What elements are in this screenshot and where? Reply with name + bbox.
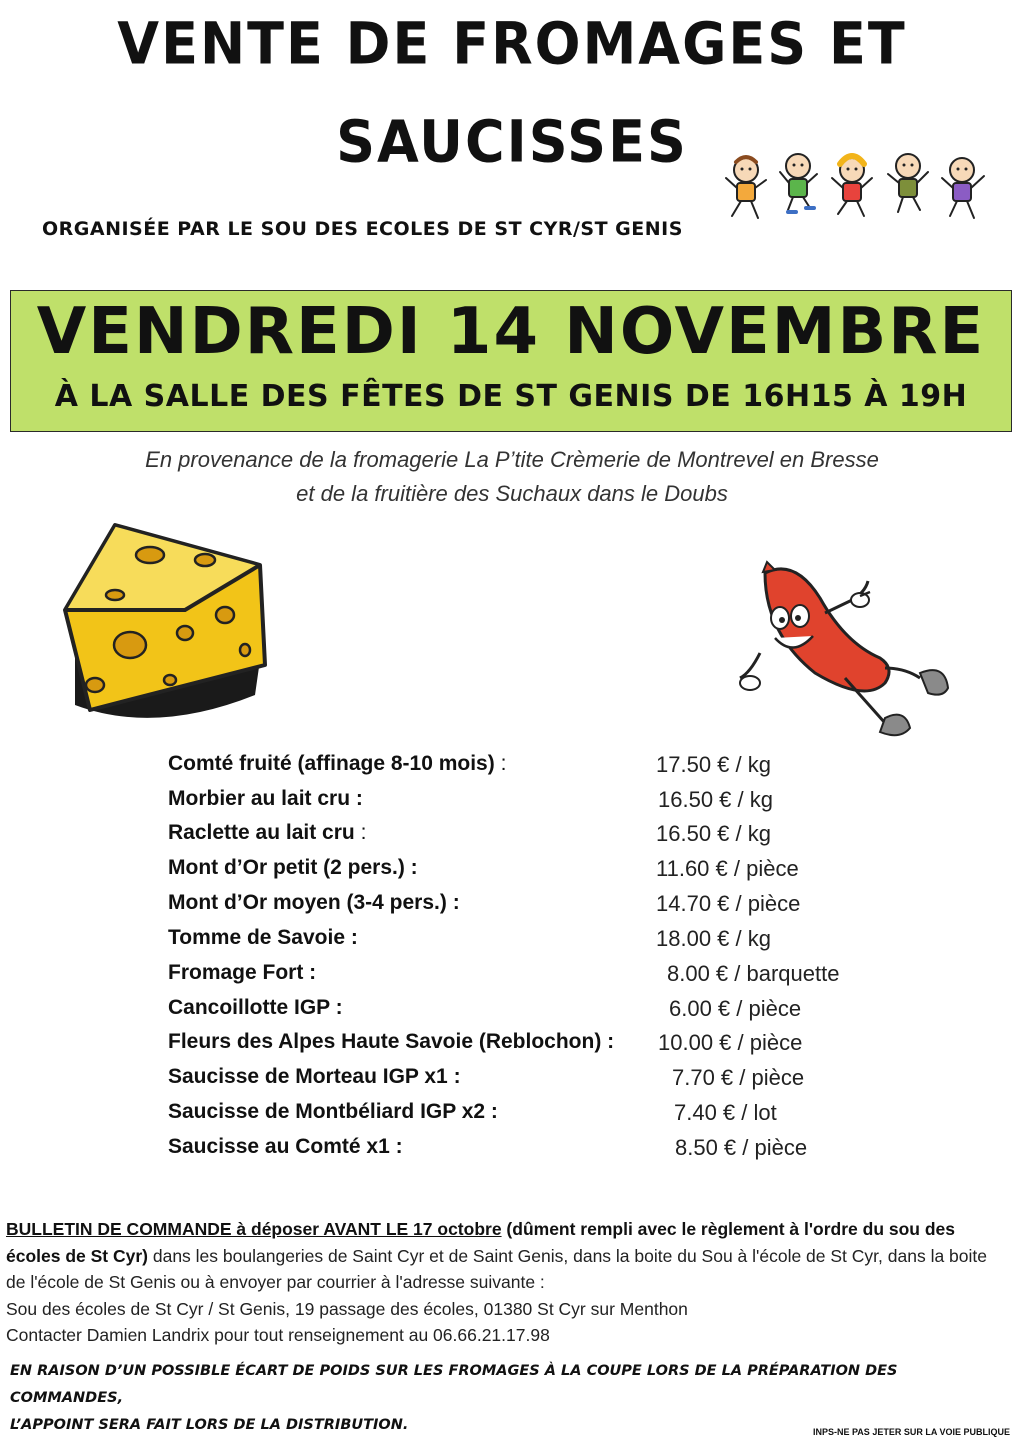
product-price: 16.50 € / kg: [656, 821, 771, 846]
order-payment-note: (dûment rempli avec le règlement à l'ordre du sou des écoles de St Cyr): [6, 1219, 956, 1266]
order-instructions: [6, 1216, 1006, 1349]
list-item: [168, 961, 888, 996]
product-name: Fleurs des Alpes Haute Savoie (Reblochon) :: [168, 1030, 615, 1053]
product-name: Tomme de Savoie :: [168, 926, 358, 949]
product-price: 17.50 € / kg: [656, 752, 771, 777]
order-drop-locations: dans les boulangeries de Saint Cyr et de Saint Genis, dans la boite du Sou à l'école de St Cyr, dans la boite de l'école de St Genis ou à envoyer par courrier à l'adresse suivante :: [6, 1245, 988, 1292]
product-price: 6.00 € / pièce: [669, 996, 802, 1021]
origin-line-1: En provenance de la fromagerie La P’tite Crèmerie de Montrevel en Bresse: [145, 447, 879, 472]
event-banner: [10, 290, 1012, 432]
order-paragraph: [6, 1216, 1006, 1296]
product-name: Cancoillotte IGP :: [168, 996, 343, 1019]
warning-line-1: EN RAISON D’UN POSSIBLE ÉCART DE POIDS SUR LES FROMAGES À LA COUPE LORS DE LA PRÉPARATION DES COMMANDES,: [10, 1363, 898, 1406]
jumping-kids-icon: [722, 148, 992, 228]
list-item: [168, 1100, 888, 1135]
footer-note: INPS-NE PAS JETER SUR LA VOIE PUBLIQUE: [812, 1427, 1010, 1437]
product-name: Mont d’Or moyen (3-4 pers.) :: [168, 891, 460, 914]
list-item: [168, 752, 888, 787]
list-item: [168, 787, 888, 822]
product-name: Fromage Fort :: [168, 961, 317, 984]
list-item: [168, 856, 888, 891]
product-price: 18.00 € / kg: [656, 926, 771, 951]
product-name: Saucisse de Morteau IGP x1 :: [168, 1065, 461, 1088]
product-name: Saucisse au Comté x1 :: [168, 1135, 403, 1158]
order-heading: BULLETIN DE COMMANDE à déposer AVANT LE 17 octobre: [6, 1219, 502, 1239]
product-name: Mont d’Or petit (2 pers.) :: [168, 856, 418, 879]
order-address: Sou des écoles de St Cyr / St Genis, 19 passage des écoles, 01380 St Cyr sur Menthon: [6, 1298, 688, 1319]
product-price: 7.40 € / lot: [674, 1100, 777, 1125]
list-item: [168, 996, 888, 1031]
page-title-line-1: VENTE DE FROMAGES ET: [117, 9, 907, 78]
list-item: [168, 891, 888, 926]
product-price: 7.70 € / pièce: [672, 1065, 805, 1090]
order-contact: Contacter Damien Landrix pour tout renseignement au 06.66.21.17.98: [6, 1325, 550, 1345]
event-date: VENDREDI 14 NOVEMBRE: [36, 295, 986, 369]
list-item: [168, 1135, 888, 1170]
product-name: Comté fruité (affinage 8-10 mois) :: [168, 752, 507, 775]
list-item: [168, 1030, 888, 1065]
product-name: Morbier au lait cru :: [168, 787, 363, 810]
list-item: [168, 1065, 888, 1100]
cheese-icon: [55, 515, 290, 730]
list-item: [168, 821, 888, 856]
product-price: 11.60 € / pièce: [656, 856, 799, 881]
product-price: 8.50 € / pièce: [675, 1135, 808, 1160]
origin-line-2: et de la fruitière des Suchaux dans le Doubs: [296, 481, 728, 506]
warning-line-2: L’APPOINT SERA FAIT LORS DE LA DISTRIBUTION.: [10, 1417, 409, 1433]
product-price: 8.00 € / barquette: [667, 961, 840, 986]
product-price: 14.70 € / pièce: [656, 891, 801, 916]
product-name: Saucisse de Montbéliard IGP x2 :: [168, 1100, 498, 1123]
product-name: Raclette au lait cru :: [168, 821, 367, 844]
sausage-mascot-icon: [725, 558, 957, 738]
product-price: 16.50 € / kg: [658, 787, 773, 812]
organizer-line: ORGANISÉE PAR LE SOU DES ECOLES DE ST CYR/ST GENIS: [42, 218, 683, 240]
list-item: [168, 926, 888, 961]
product-price: 10.00 € / pièce: [658, 1030, 803, 1055]
event-place-time: À LA SALLE DES FÊTES DE ST GENIS DE 16H15 À 19H: [54, 379, 968, 414]
page-title-line-2: SAUCISSES: [336, 107, 688, 176]
